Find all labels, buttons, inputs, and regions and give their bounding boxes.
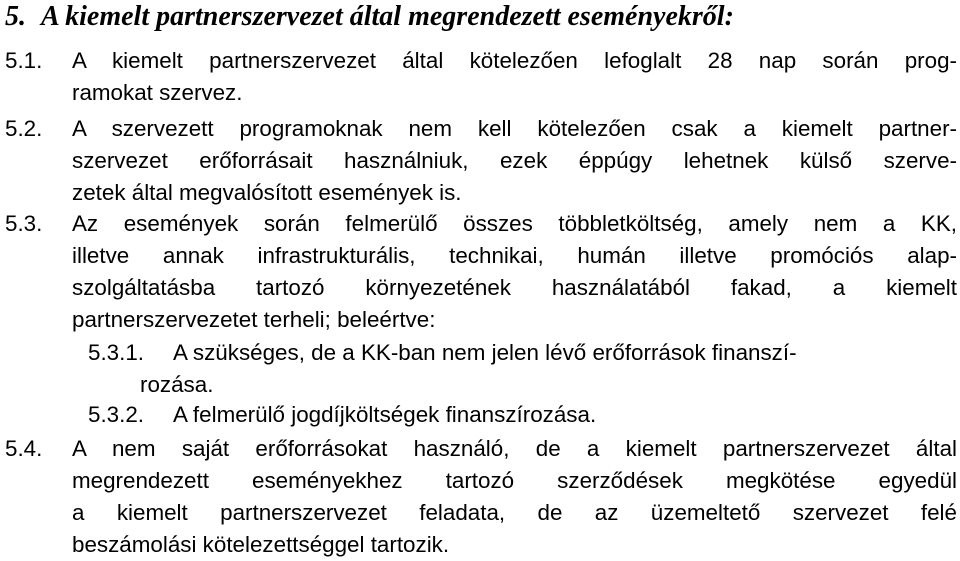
item-5-3-1-line-2: rozása. <box>140 372 214 397</box>
item-5-1-number: 5.1. <box>5 48 43 73</box>
item-5-2-number: 5.2. <box>5 116 43 141</box>
item-5-2-line-2: szervezet erőforrásait használniuk, ezek éppúgy lehetnek külső szerve- <box>72 148 957 173</box>
item-5-4-line-2: megrendezett eseményekhez tartozó szerződések megkötése egyedül <box>72 468 957 493</box>
item-5-3-line-1: Az események során felmerülő összes többletköltség, amely nem a KK, <box>72 211 957 236</box>
item-5-3-line-4: partnerszervezetet terheli; beleértve: <box>72 307 436 332</box>
item-5-4-line-1: A nem saját erőforrásokat használó, de a kiemelt partnerszervezet által <box>72 436 957 461</box>
item-5-3-2-line-1: A felmerülő jogdíjköltségek finanszírozása. <box>173 402 597 427</box>
item-5-3-1-number: 5.3.1. <box>88 340 145 365</box>
item-5-3-line-2: illetve annak infrastrukturális, technikai, humán illetve promóciós alap- <box>72 243 957 268</box>
item-5-2-line-1: A szervezett programoknak nem kell kötelezően csak a kiemelt partner- <box>72 116 957 141</box>
item-5-3-1-line-1: A szükséges, de a KK-ban nem jelen lévő erőforrások finanszí- <box>173 340 797 365</box>
item-5-4-line-3: a kiemelt partnerszervezet feladata, de az üzemeltető szervezet felé <box>72 500 957 525</box>
section-heading <box>5 0 734 34</box>
item-5-3-line-3: szolgáltatásba tartozó környezetének használatából fakad, a kiemelt <box>72 275 957 300</box>
item-5-3-number: 5.3. <box>5 211 43 236</box>
item-5-4-number: 5.4. <box>5 436 43 461</box>
heading-number: 5. <box>5 1 26 32</box>
item-5-4-line-4: beszámolási kötelezettséggel tartozik. <box>72 532 450 557</box>
item-5-1-line-1: A kiemelt partnerszervezet által kötelezően lefoglalt 28 nap során prog- <box>72 48 957 73</box>
item-5-2-line-3: zetek által megvalósított események is. <box>72 180 462 205</box>
item-5-1-line-2: ramokat szervez. <box>72 80 243 105</box>
item-5-3-2-number: 5.3.2. <box>88 402 145 427</box>
heading-title: A kiemelt partnerszervezet által megrendezett eseményekről: <box>41 1 734 32</box>
